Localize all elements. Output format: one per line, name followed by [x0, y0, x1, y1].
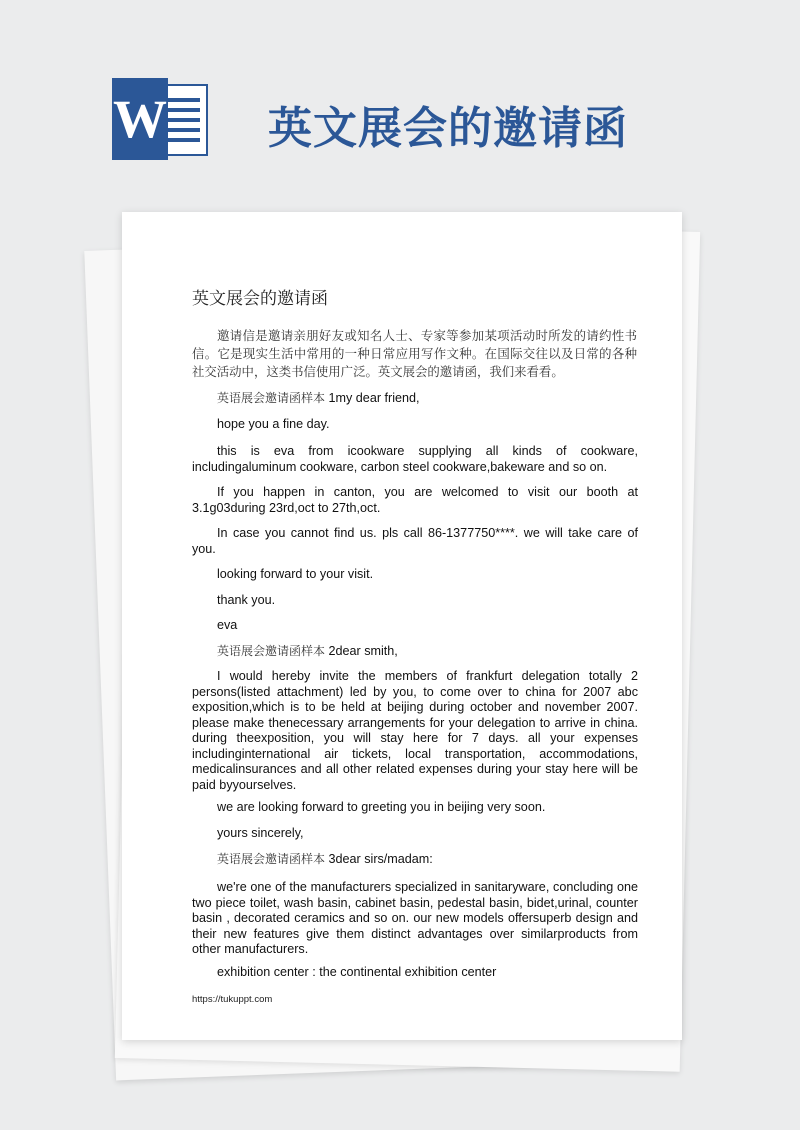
intro-paragraph: 邀请信是邀请亲朋好友或知名人士、专家等参加某项活动时所发的请约性书信。它是现实生活中常用的一种日常应用写作文种。在国际交往以及日常的各种社交活动中，这类书信使用广泛。英文展会的邀请函，我们来看看。	[192, 328, 637, 379]
paragraph: If you happen in canton, you are welcomed to visit our booth at 3.1g03during 23rd,oct to 27th,oct.	[192, 485, 638, 515]
signature: eva	[217, 618, 238, 632]
sample2-salutation: 2dear smith,	[325, 644, 398, 658]
paragraph: hope you a fine day.	[217, 417, 330, 431]
sample3-heading	[192, 852, 638, 868]
sample3-label: 英语展会邀请函样本	[217, 852, 326, 866]
paragraph: this is eva from icookware supplying all kinds of cookware, includingaluminum cookware, carbon steel cookware,bakeware and so on.	[192, 444, 638, 474]
word-icon-letter: W	[112, 78, 168, 160]
paragraph: looking forward to your visit.	[217, 567, 374, 581]
header-banner	[0, 0, 800, 200]
paragraph: thank you.	[217, 593, 276, 607]
word-document-icon	[112, 78, 212, 160]
banner-title: 英文展会的邀请函	[268, 103, 628, 154]
sample1-label: 英语展会邀请函样本	[217, 391, 326, 405]
sample2-heading	[192, 644, 638, 660]
document-title: 英文展会的邀请函	[192, 289, 328, 309]
paragraph: we're one of the manufacturers specialized in sanitaryware, concluding one two piece toilet, wash basin, cabinet basin, pedestal basin, bidet,urinal, counter basin , decorated ceramics and so on. our new models offersuperb design and their new features give them distinct advantages over similarproducts from other manufacturers.	[192, 880, 638, 956]
footer-url: https://tukuppt.com	[192, 994, 273, 1005]
sample2-label: 英语展会邀请函样本	[217, 644, 326, 658]
sample1-heading	[192, 391, 638, 407]
paragraph: exhibition center : the continental exhibition center	[217, 965, 497, 979]
paragraph: we are looking forward to greeting you in beijing very soon.	[217, 800, 546, 814]
sample1-salutation: 1my dear friend,	[325, 391, 420, 405]
sample3-salutation: 3dear sirs/madam:	[325, 852, 433, 866]
document-page	[122, 212, 682, 1040]
paragraph: I would hereby invite the members of frankfurt delegation totally 2 persons(listed attachment) led by you, to come over to china for 2007 abc exposition,which is to be held at beijing during october and november 2007. please make thenecessary arrangements for your delegation to arrive in china. during theexposition, you will stay here for 7 days. all your expenses includinginternational air tickets, local transportation, accommodations, medicalinsurances and all other related expenses during your stay here will be paid byyourselves.	[192, 669, 638, 792]
paragraph: In case you cannot find us. pls call 86-1377750****. we will take care of you.	[192, 526, 638, 556]
paragraph: yours sincerely,	[217, 826, 304, 840]
